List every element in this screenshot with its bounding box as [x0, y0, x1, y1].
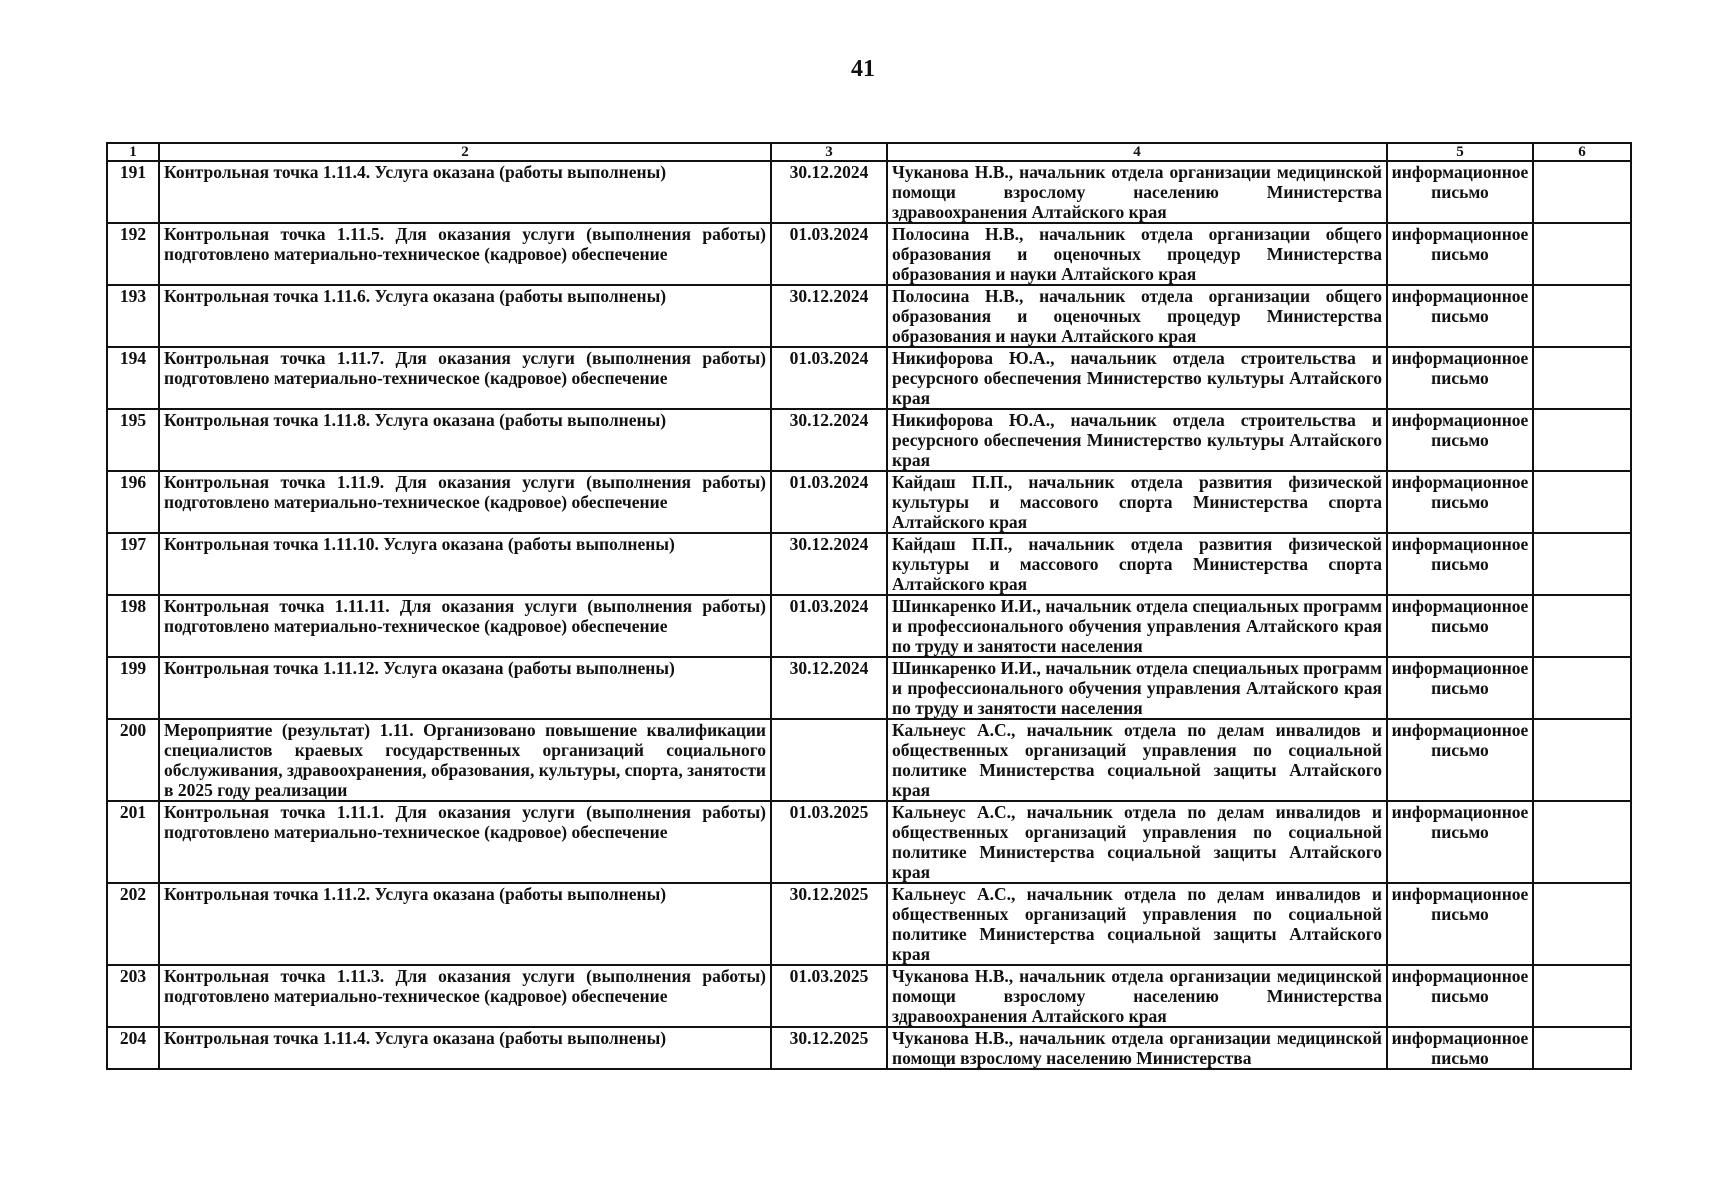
row-number: 200 [107, 719, 159, 801]
row-document-type: информационное письмо [1387, 719, 1533, 801]
row-document-type: информационное письмо [1387, 347, 1533, 409]
column-header-3: 3 [771, 143, 887, 161]
row-document-type: информационное письмо [1387, 1027, 1533, 1069]
row-responsible: Полосина Н.В., начальник отдела организации общего образования и оценочных процедур Министерства образования и науки Алтайского края [887, 223, 1387, 285]
row-document-type: информационное письмо [1387, 595, 1533, 657]
row-date: 01.03.2024 [771, 347, 887, 409]
table-row [107, 533, 1631, 595]
row-number: 201 [107, 801, 159, 883]
row-date: 30.12.2024 [771, 533, 887, 595]
row-col6 [1533, 719, 1631, 801]
row-date: 30.12.2024 [771, 657, 887, 719]
row-number: 192 [107, 223, 159, 285]
row-col6 [1533, 161, 1631, 223]
row-number: 198 [107, 595, 159, 657]
row-date: 01.03.2025 [771, 965, 887, 1027]
row-date: 30.12.2024 [771, 285, 887, 347]
row-col6 [1533, 595, 1631, 657]
row-col6 [1533, 801, 1631, 883]
table-header-row [107, 143, 1631, 161]
column-header-6: 6 [1533, 143, 1631, 161]
row-col6 [1533, 533, 1631, 595]
row-date: 01.03.2025 [771, 801, 887, 883]
row-col6 [1533, 471, 1631, 533]
row-document-type: информационное письмо [1387, 471, 1533, 533]
row-document-type: информационное письмо [1387, 801, 1533, 883]
table-row [107, 801, 1631, 883]
row-number: 202 [107, 883, 159, 965]
column-header-5: 5 [1387, 143, 1533, 161]
document-table [106, 142, 1632, 1070]
row-responsible: Шинкаренко И.И., начальник отдела специальных программ и профессионального обучения управления Алтайского края по труду и занятости населения [887, 595, 1387, 657]
row-name: Контрольная точка 1.11.5. Для оказания услуги (выполнения работы) подготовлено материально-техническое (кадровое) обеспечение [159, 223, 771, 285]
table-row [107, 595, 1631, 657]
row-name: Контрольная точка 1.11.12. Услуга оказана (работы выполнены) [159, 657, 771, 719]
row-name: Контрольная точка 1.11.4. Услуга оказана (работы выполнены) [159, 161, 771, 223]
row-name: Контрольная точка 1.11.10. Услуга оказана (работы выполнены) [159, 533, 771, 595]
row-number: 197 [107, 533, 159, 595]
row-document-type: информационное письмо [1387, 965, 1533, 1027]
row-responsible: Никифорова Ю.А., начальник отдела строительства и ресурсного обеспечения Министерство культуры Алтайского края [887, 347, 1387, 409]
row-date: 30.12.2025 [771, 1027, 887, 1069]
row-document-type: информационное письмо [1387, 161, 1533, 223]
row-col6 [1533, 657, 1631, 719]
row-col6 [1533, 347, 1631, 409]
row-document-type: информационное письмо [1387, 409, 1533, 471]
document-table-container [106, 142, 1630, 1070]
row-responsible: Чуканова Н.В., начальник отдела организации медицинской помощи взрослому населению Министерства [887, 1027, 1387, 1069]
row-number: 193 [107, 285, 159, 347]
row-responsible: Кайдаш П.П., начальник отдела развития физической культуры и массового спорта Министерства спорта Алтайского края [887, 533, 1387, 595]
row-responsible: Кайдаш П.П., начальник отдела развития физической культуры и массового спорта Министерства спорта Алтайского края [887, 471, 1387, 533]
row-document-type: информационное письмо [1387, 223, 1533, 285]
row-number: 199 [107, 657, 159, 719]
row-col6 [1533, 223, 1631, 285]
table-row [107, 1027, 1631, 1069]
row-date: 30.12.2024 [771, 161, 887, 223]
row-number: 204 [107, 1027, 159, 1069]
row-col6 [1533, 883, 1631, 965]
row-name: Контрольная точка 1.11.3. Для оказания услуги (выполнения работы) подготовлено материально-техническое (кадровое) обеспечение [159, 965, 771, 1027]
row-name: Контрольная точка 1.11.1. Для оказания услуги (выполнения работы) подготовлено материально-техническое (кадровое) обеспечение [159, 801, 771, 883]
row-date: 30.12.2025 [771, 883, 887, 965]
row-document-type: информационное письмо [1387, 533, 1533, 595]
table-row [107, 883, 1631, 965]
row-responsible: Чуканова Н.В., начальник отдела организации медицинской помощи взрослому населению Министерства здравоохранения Алтайского края [887, 161, 1387, 223]
row-date: 01.03.2024 [771, 223, 887, 285]
table-row [107, 285, 1631, 347]
row-col6 [1533, 409, 1631, 471]
row-number: 191 [107, 161, 159, 223]
row-name: Контрольная точка 1.11.2. Услуга оказана (работы выполнены) [159, 883, 771, 965]
row-number: 196 [107, 471, 159, 533]
row-date: 01.03.2024 [771, 471, 887, 533]
table-row [107, 347, 1631, 409]
row-name: Контрольная точка 1.11.8. Услуга оказана (работы выполнены) [159, 409, 771, 471]
row-name: Контрольная точка 1.11.11. Для оказания услуги (выполнения работы) подготовлено материально-техническое (кадровое) обеспечение [159, 595, 771, 657]
table-row [107, 965, 1631, 1027]
page-number: 41 [851, 56, 875, 82]
table-row [107, 719, 1631, 801]
column-header-1: 1 [107, 143, 159, 161]
row-date [771, 719, 887, 801]
row-name: Контрольная точка 1.11.6. Услуга оказана (работы выполнены) [159, 285, 771, 347]
row-name: Контрольная точка 1.11.4. Услуга оказана (работы выполнены) [159, 1027, 771, 1069]
row-document-type: информационное письмо [1387, 285, 1533, 347]
row-responsible: Шинкаренко И.И., начальник отдела специальных программ и профессионального обучения управления Алтайского края по труду и занятости населения [887, 657, 1387, 719]
row-name: Мероприятие (результат) 1.11. Организовано повышение квалификации специалистов краевых государственных организаций социального обслуживания, здравоохранения, образования, культуры, спорта, занятости в 2025 году реализации [159, 719, 771, 801]
table-row [107, 223, 1631, 285]
row-responsible: Кальнеус А.С., начальник отдела по делам инвалидов и общественных организаций управления по социальной политике Министерства социальной защиты Алтайского края [887, 801, 1387, 883]
table-row [107, 409, 1631, 471]
column-header-2: 2 [159, 143, 771, 161]
row-col6 [1533, 965, 1631, 1027]
row-responsible: Кальнеус А.С., начальник отдела по делам инвалидов и общественных организаций управления по социальной политике Министерства социальной защиты Алтайского края [887, 719, 1387, 801]
row-responsible: Никифорова Ю.А., начальник отдела строительства и ресурсного обеспечения Министерство культуры Алтайского края [887, 409, 1387, 471]
row-name: Контрольная точка 1.11.9. Для оказания услуги (выполнения работы) подготовлено материально-техническое (кадровое) обеспечение [159, 471, 771, 533]
row-col6 [1533, 285, 1631, 347]
column-header-4: 4 [887, 143, 1387, 161]
row-number: 194 [107, 347, 159, 409]
row-number: 195 [107, 409, 159, 471]
row-responsible: Чуканова Н.В., начальник отдела организации медицинской помощи взрослому населению Министерства здравоохранения Алтайского края [887, 965, 1387, 1027]
row-responsible: Кальнеус А.С., начальник отдела по делам инвалидов и общественных организаций управления по социальной политике Министерства социальной защиты Алтайского края [887, 883, 1387, 965]
row-responsible: Полосина Н.В., начальник отдела организации общего образования и оценочных процедур Министерства образования и науки Алтайского края [887, 285, 1387, 347]
table-row [107, 471, 1631, 533]
row-number: 203 [107, 965, 159, 1027]
table-row [107, 161, 1631, 223]
row-date: 01.03.2024 [771, 595, 887, 657]
row-document-type: информационное письмо [1387, 883, 1533, 965]
table-row [107, 657, 1631, 719]
row-name: Контрольная точка 1.11.7. Для оказания услуги (выполнения работы) подготовлено материально-техническое (кадровое) обеспечение [159, 347, 771, 409]
row-date: 30.12.2024 [771, 409, 887, 471]
row-document-type: информационное письмо [1387, 657, 1533, 719]
row-col6 [1533, 1027, 1631, 1069]
